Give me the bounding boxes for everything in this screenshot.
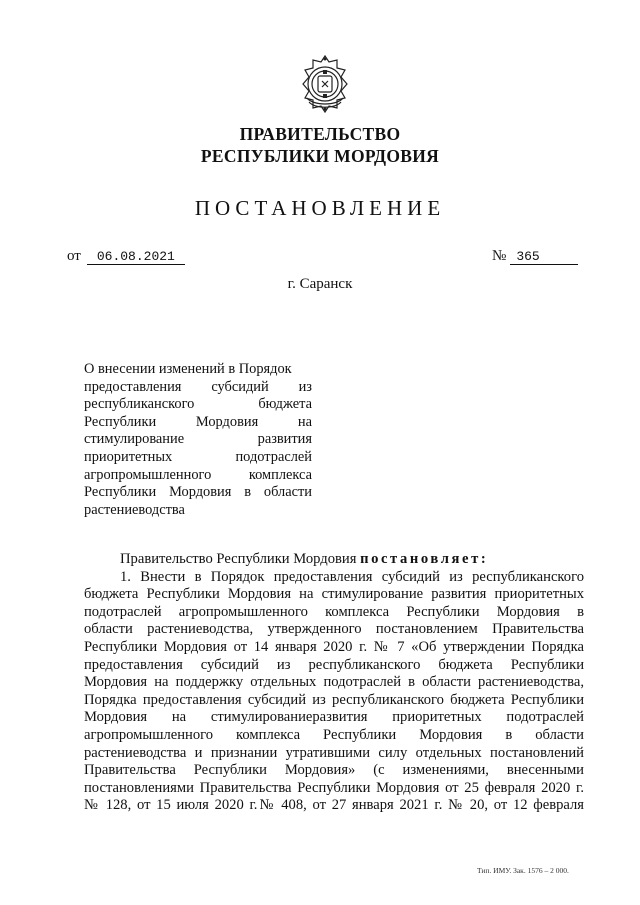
- body-line: агропромышленного комплекса Республики Мордовия в области: [84, 726, 584, 743]
- subject-line: Республики Мордовия на: [84, 413, 312, 430]
- body-text: [84, 551, 584, 815]
- body-line: Республики Мордовия от 14 января 2020 г. № 7 «Об утверждении Порядка: [84, 638, 584, 655]
- body-line: предоставления субсидий из республиканского бюджета Республики: [84, 656, 584, 673]
- number-line: [492, 248, 578, 265]
- coat-of-arms-icon: [293, 52, 357, 116]
- subject-line: О внесении изменений в Порядок: [84, 361, 292, 377]
- number-value: 365: [510, 249, 578, 265]
- subject-line: Республики Мордовия в области: [84, 484, 312, 501]
- date-value: 06.08.2021: [87, 249, 185, 265]
- intro-line: [84, 551, 584, 569]
- date-line: [67, 248, 185, 265]
- resolves-word: постановляет:: [360, 551, 489, 567]
- intro-text: Правительство Республики Мордовия: [120, 551, 361, 567]
- subject-line: приоритетных подотраслей: [84, 448, 312, 465]
- body-line: № 128, от 15 июля 2020 г.№ 408, от 27 января 2021 г. № 20, от 12 февраля: [84, 797, 584, 814]
- city: г. Саранск: [287, 276, 353, 292]
- body-line: области растениеводства, утвержденного постановлением Правительства: [84, 621, 584, 638]
- subject-line: предоставления субсидий из: [84, 378, 312, 395]
- number-prefix: №: [492, 248, 507, 264]
- subject-line: растениеводства: [84, 501, 185, 518]
- body-line: 1. Внести в Порядок предоставления субсидий из республиканского: [120, 568, 584, 585]
- body-line: Правительства Республики Мордовия» (с изменениями, внесенными: [84, 762, 584, 779]
- org-name-line-1: ПРАВИТЕЛЬСТВО: [239, 124, 401, 144]
- print-mark: Тип. ИМУ. Зак. 1576 – 2 000.: [477, 866, 569, 875]
- body-line: бюджета Республики Мордовия на стимулирование развития приоритетных: [84, 586, 584, 603]
- body-line: Порядка предоставления субсидий из республиканского бюджета Республики: [84, 691, 584, 708]
- subject-line: агропромышленного комплекса: [84, 466, 312, 483]
- body-line: растениеводства и признании утратившими силу отдельных постановлений: [84, 744, 584, 761]
- subject-block: [84, 361, 312, 519]
- body-line: Мордовия на стимулированиеразвития приоритетных подотраслей: [84, 709, 584, 726]
- subject-line: республиканского бюджета: [84, 396, 312, 413]
- subject-line: стимулирование развития: [84, 431, 312, 448]
- body-line: подотраслей агропромышленного комплекса Республики Мордовия в: [84, 603, 584, 620]
- org-name-line-2: РЕСПУБЛИКИ МОРДОВИЯ: [200, 146, 440, 166]
- body-line: Мордовия на поддержку отдельных подотраслей в области растениеводства,: [84, 674, 584, 691]
- date-prefix: от: [67, 248, 81, 264]
- document-type: ПОСТАНОВЛЕНИЕ: [194, 196, 446, 220]
- body-line: постановлениями Правительства Республики Мордовия от 25 февраля 2020 г.: [84, 779, 584, 796]
